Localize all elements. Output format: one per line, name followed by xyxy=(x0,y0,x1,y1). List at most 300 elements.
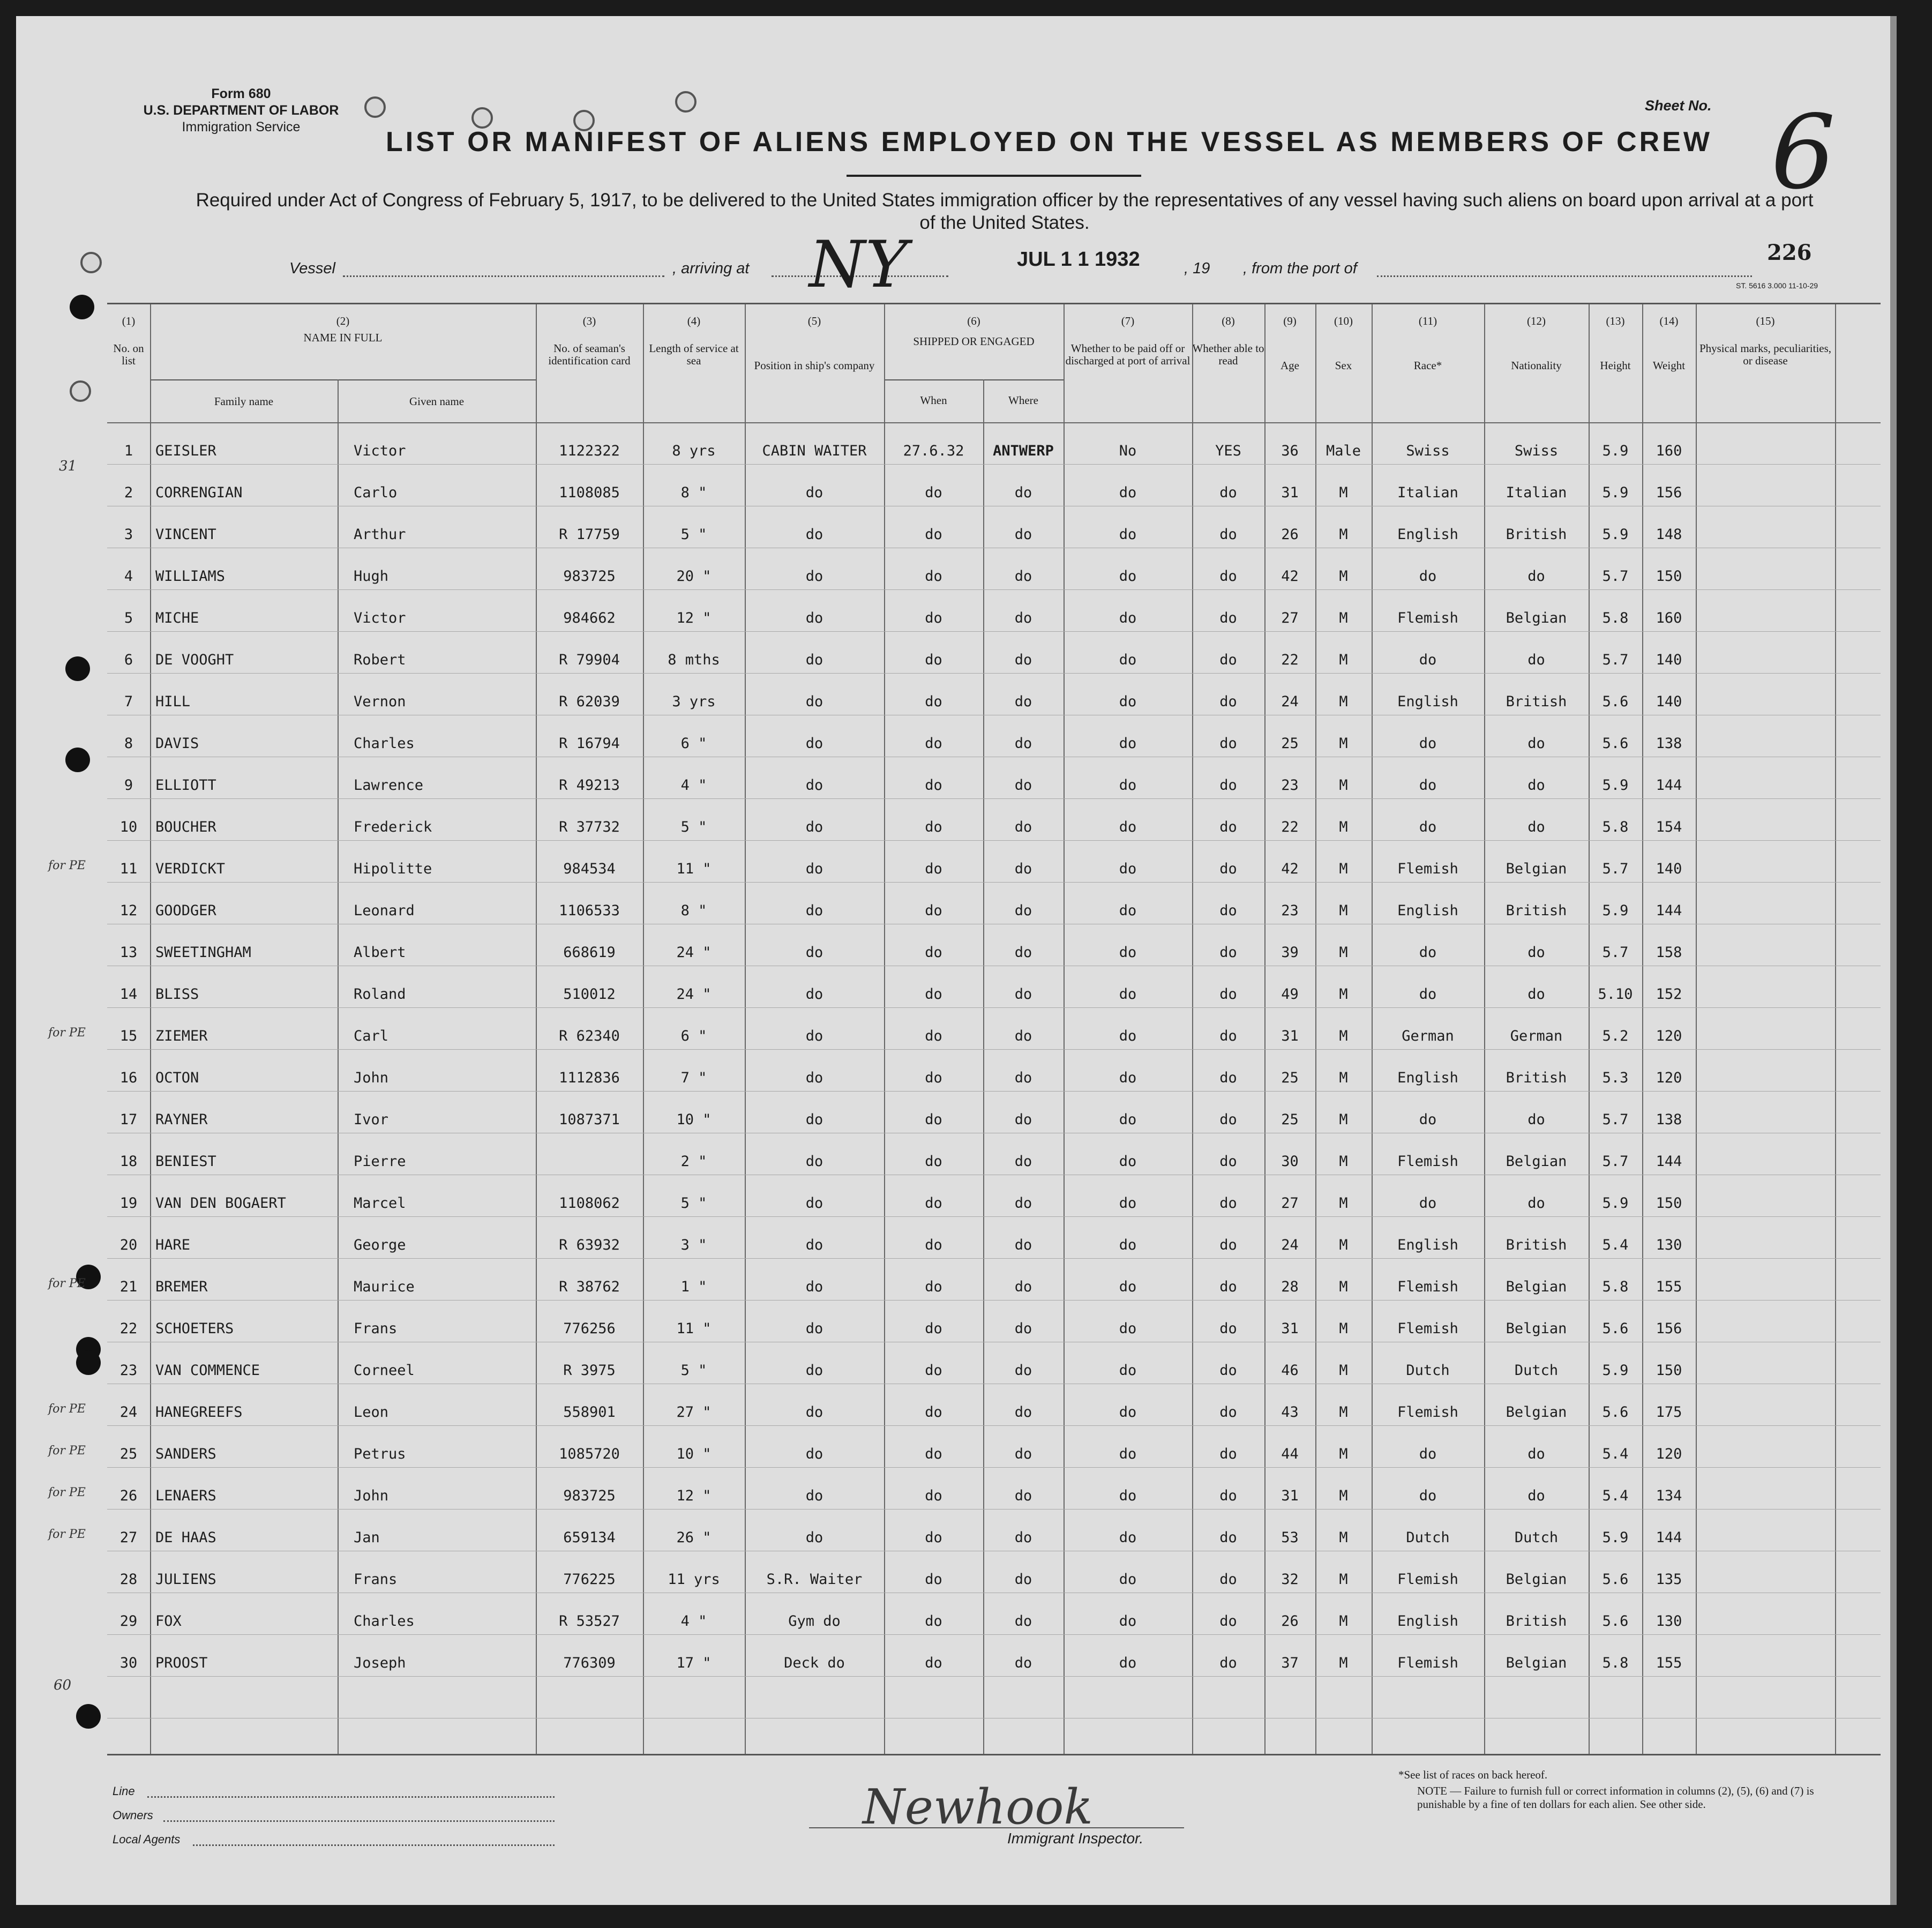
cell-age: 25 xyxy=(1281,735,1299,752)
cell-weight: 138 xyxy=(1656,735,1682,752)
cell-where: do xyxy=(1014,986,1032,1003)
cell-service: 5 " xyxy=(680,1195,707,1212)
cell-given: John xyxy=(354,1488,389,1504)
cell-family: RAYNER xyxy=(155,1111,208,1128)
header-col-6: (6) SHIPPED OR ENGAGED xyxy=(913,315,1035,348)
cell-when: do xyxy=(925,1320,942,1337)
cell-race: Flemish xyxy=(1397,861,1458,877)
cell-no: 9 xyxy=(124,777,133,794)
cell-weight: 144 xyxy=(1656,1529,1682,1546)
header-col-6b: Where xyxy=(1008,394,1038,407)
st-code: ST. 5616 3.000 11-10-29 xyxy=(1736,281,1818,290)
cell-where: do xyxy=(1014,1529,1032,1546)
cell-weight: 144 xyxy=(1656,1153,1682,1170)
cell-when: do xyxy=(925,693,942,710)
cell-read: do xyxy=(1219,568,1237,585)
cell-when: do xyxy=(925,1195,942,1212)
cell-nationality: German xyxy=(1510,1028,1563,1044)
cell-no: 4 xyxy=(124,568,133,585)
cell-nationality: do xyxy=(1527,819,1545,835)
cell-read: do xyxy=(1219,526,1237,543)
cell-family: WILLIAMS xyxy=(155,568,226,585)
cell-age: 32 xyxy=(1281,1571,1299,1588)
line-dotted-line xyxy=(147,1796,555,1798)
cell-card: R 63932 xyxy=(559,1237,620,1253)
cell-service: 24 " xyxy=(676,986,712,1003)
cell-read: do xyxy=(1219,652,1237,668)
cell-weight: 120 xyxy=(1656,1070,1682,1086)
cell-when: do xyxy=(925,1070,942,1086)
cell-weight: 152 xyxy=(1656,986,1682,1003)
cell-no: 27 xyxy=(119,1529,138,1546)
agents-dotted-line xyxy=(193,1844,555,1846)
cell-no: 11 xyxy=(119,861,138,877)
cell-service: 4 " xyxy=(680,777,707,794)
cell-paid: do xyxy=(1119,568,1137,585)
cell-where: do xyxy=(1014,1404,1032,1421)
cell-service: 1 " xyxy=(680,1279,707,1295)
cell-no: 26 xyxy=(119,1488,138,1504)
cell-family: GEISLER xyxy=(155,443,216,459)
cell-paid: do xyxy=(1119,819,1137,835)
cell-family: VAN COMMENCE xyxy=(155,1362,260,1379)
cell-age: 24 xyxy=(1281,1237,1299,1253)
header-col-1: (1) No. on list xyxy=(113,315,144,367)
cell-height: 5.10 xyxy=(1598,986,1633,1003)
cell-when: do xyxy=(925,944,942,961)
cell-where: do xyxy=(1014,861,1032,877)
page-title: LIST OR MANIFEST OF ALIENS EMPLOYED ON THE VESSEL AS MEMBERS OF CREW xyxy=(386,126,1712,158)
cell-weight: 158 xyxy=(1656,944,1682,961)
manifest-sheet xyxy=(16,16,1897,1905)
from-port-dotted-line xyxy=(1377,275,1752,277)
binder-ring xyxy=(80,252,102,273)
cell-given: Victor xyxy=(354,610,406,626)
cell-height: 5.7 xyxy=(1602,568,1629,585)
cell-race: German xyxy=(1402,1028,1454,1044)
cell-no: 22 xyxy=(119,1320,138,1337)
cell-when: do xyxy=(925,484,942,501)
cell-weight: 150 xyxy=(1656,568,1682,585)
cell-card: R 62340 xyxy=(559,1028,620,1044)
cell-read: do xyxy=(1219,777,1237,794)
cell-where: do xyxy=(1014,1153,1032,1170)
cell-age: 22 xyxy=(1281,819,1299,835)
punch-hole xyxy=(76,1350,101,1375)
cell-service: 11 " xyxy=(676,861,712,877)
margin-note-pe: for PE xyxy=(48,1486,86,1499)
cell-height: 5.7 xyxy=(1602,861,1629,877)
cell-service: 10 " xyxy=(676,1111,712,1128)
form-header xyxy=(123,86,359,136)
cell-where: do xyxy=(1014,735,1032,752)
cell-where: do xyxy=(1014,1279,1032,1295)
cell-weight: 155 xyxy=(1656,1279,1682,1295)
cell-family: VAN DEN BOGAERT xyxy=(155,1195,286,1212)
cell-given: Corneel xyxy=(354,1362,415,1379)
header-col-13: (13) Height xyxy=(1600,315,1631,372)
cell-weight: 175 xyxy=(1656,1404,1682,1421)
cell-paid: do xyxy=(1119,1404,1137,1421)
cell-sex: M xyxy=(1339,902,1348,919)
cell-race: Flemish xyxy=(1397,610,1458,626)
cell-card: 510012 xyxy=(563,986,616,1003)
cell-no: 30 xyxy=(119,1655,138,1671)
cell-when: do xyxy=(925,735,942,752)
cell-no: 2 xyxy=(124,484,133,501)
cell-position: do xyxy=(805,1488,823,1504)
cell-height: 5.8 xyxy=(1602,819,1629,835)
cell-no: 3 xyxy=(124,526,133,543)
cell-nationality: British xyxy=(1506,1237,1567,1253)
cell-given: Frans xyxy=(354,1571,398,1588)
cell-weight: 160 xyxy=(1656,443,1682,459)
cell-read: do xyxy=(1219,1488,1237,1504)
cell-race: do xyxy=(1419,986,1437,1003)
cell-given: Victor xyxy=(354,443,406,459)
cell-given: Carlo xyxy=(354,484,398,501)
header-col-7: (7) Whether to be paid off or discharged at port of arrival xyxy=(1065,315,1190,367)
cell-sex: M xyxy=(1339,1195,1348,1212)
cell-given: Frederick xyxy=(354,819,432,835)
cell-race: Italian xyxy=(1397,484,1458,501)
cell-no: 25 xyxy=(119,1446,138,1462)
cell-where: do xyxy=(1014,1070,1032,1086)
cell-when: 27.6.32 xyxy=(903,443,964,459)
cell-when: do xyxy=(925,902,942,919)
cell-race: do xyxy=(1419,1488,1437,1504)
cell-weight: 144 xyxy=(1656,902,1682,919)
cell-given: Charles xyxy=(354,735,415,752)
cell-race: Dutch xyxy=(1406,1362,1450,1379)
cell-family: BLISS xyxy=(155,986,199,1003)
cell-position: do xyxy=(805,1279,823,1295)
cell-position: do xyxy=(805,735,823,752)
cell-sex: M xyxy=(1339,1529,1348,1546)
cell-position: do xyxy=(805,610,823,626)
cell-card: R 53527 xyxy=(559,1613,620,1630)
cell-paid: do xyxy=(1119,944,1137,961)
cell-service: 5 " xyxy=(680,526,707,543)
cell-no: 15 xyxy=(119,1028,138,1044)
cell-nationality: Belgian xyxy=(1506,1153,1567,1170)
cell-paid: do xyxy=(1119,1571,1137,1588)
cell-race: do xyxy=(1419,568,1437,585)
cell-given: Charles xyxy=(354,1613,415,1630)
punch-hole xyxy=(65,656,90,681)
cell-where: do xyxy=(1014,1237,1032,1253)
cell-sex: M xyxy=(1339,1320,1348,1337)
cell-age: 24 xyxy=(1281,693,1299,710)
cell-family: SANDERS xyxy=(155,1446,216,1462)
cell-weight: 154 xyxy=(1656,819,1682,835)
cell-when: do xyxy=(925,1446,942,1462)
header-col-2b: Given name xyxy=(409,395,465,408)
cell-no: 8 xyxy=(124,735,133,752)
cell-service: 8 " xyxy=(680,484,707,501)
cell-race: English xyxy=(1397,693,1458,710)
cell-when: do xyxy=(925,1613,942,1630)
cell-paid: do xyxy=(1119,861,1137,877)
cell-card: R 37732 xyxy=(559,819,620,835)
cell-card: 1106533 xyxy=(559,902,620,919)
cell-paid: No xyxy=(1119,443,1137,459)
cell-paid: do xyxy=(1119,1655,1137,1671)
cell-no: 13 xyxy=(119,944,138,961)
cell-position: do xyxy=(805,1111,823,1128)
cell-nationality: do xyxy=(1527,568,1545,585)
cell-family: ZIEMER xyxy=(155,1028,208,1044)
cell-read: do xyxy=(1219,902,1237,919)
cell-where: ANTWERP xyxy=(993,443,1054,459)
cell-sex: M xyxy=(1339,1404,1348,1421)
cell-height: 5.9 xyxy=(1602,1529,1629,1546)
cell-weight: 120 xyxy=(1656,1028,1682,1044)
cell-age: 42 xyxy=(1281,568,1299,585)
cell-sex: M xyxy=(1339,986,1348,1003)
cell-card: R 3975 xyxy=(563,1362,616,1379)
cell-where: do xyxy=(1014,1028,1032,1044)
cell-position: do xyxy=(805,986,823,1003)
cell-card: 668619 xyxy=(563,944,616,961)
cell-paid: do xyxy=(1119,484,1137,501)
vessel-label: Vessel xyxy=(289,260,335,277)
cell-given: Leon xyxy=(354,1404,389,1421)
cell-nationality: Belgian xyxy=(1506,861,1567,877)
cell-when: do xyxy=(925,1111,942,1128)
cell-card: 983725 xyxy=(563,1488,616,1504)
cell-race: Swiss xyxy=(1406,443,1450,459)
cell-paid: do xyxy=(1119,1488,1137,1504)
cell-card: R 16794 xyxy=(559,735,620,752)
cell-family: GOODGER xyxy=(155,902,216,919)
cell-no: 28 xyxy=(119,1571,138,1588)
cell-paid: do xyxy=(1119,693,1137,710)
cell-read: do xyxy=(1219,1320,1237,1337)
margin-note-top: 31 xyxy=(59,458,77,474)
cell-race: English xyxy=(1397,1237,1458,1253)
cell-age: 31 xyxy=(1281,484,1299,501)
cell-age: 44 xyxy=(1281,1446,1299,1462)
cell-nationality: Belgian xyxy=(1506,1655,1567,1671)
cell-read: do xyxy=(1219,1404,1237,1421)
cell-age: 23 xyxy=(1281,902,1299,919)
cell-position: do xyxy=(805,1028,823,1044)
cell-service: 10 " xyxy=(676,1446,712,1462)
cell-sex: M xyxy=(1339,652,1348,668)
cell-read: do xyxy=(1219,484,1237,501)
cell-nationality: do xyxy=(1527,1111,1545,1128)
cell-height: 5.8 xyxy=(1602,1279,1629,1295)
cell-read: do xyxy=(1219,1195,1237,1212)
cell-height: 5.6 xyxy=(1602,1404,1629,1421)
cell-sex: M xyxy=(1339,1613,1348,1630)
cell-no: 29 xyxy=(119,1613,138,1630)
cell-position: do xyxy=(805,1237,823,1253)
cell-weight: 160 xyxy=(1656,610,1682,626)
cell-nationality: do xyxy=(1527,944,1545,961)
cell-position: do xyxy=(805,1070,823,1086)
cell-no: 14 xyxy=(119,986,138,1003)
cell-when: do xyxy=(925,1529,942,1546)
cell-sex: M xyxy=(1339,1446,1348,1462)
cell-service: 26 " xyxy=(676,1529,712,1546)
cell-read: do xyxy=(1219,1070,1237,1086)
cell-where: do xyxy=(1014,484,1032,501)
cell-sex: M xyxy=(1339,1571,1348,1588)
crew-table xyxy=(107,303,1881,1755)
cell-when: do xyxy=(925,1153,942,1170)
cell-card: 1108085 xyxy=(559,484,620,501)
cell-position: do xyxy=(805,1446,823,1462)
footer-note: NOTE — Failure to furnish full or correct information in columns (2), (5), (6) and (7) is punishable by a fine of ten dollars for each alien. See other side. xyxy=(1417,1784,1814,1811)
cell-given: Petrus xyxy=(354,1446,406,1462)
cell-paid: do xyxy=(1119,1279,1137,1295)
cell-height: 5.3 xyxy=(1602,1070,1629,1086)
cell-position: do xyxy=(805,693,823,710)
cell-height: 5.8 xyxy=(1602,610,1629,626)
cell-position: S.R. Waiter xyxy=(766,1571,863,1588)
cell-where: do xyxy=(1014,902,1032,919)
cell-given: Albert xyxy=(354,944,406,961)
cell-where: do xyxy=(1014,693,1032,710)
cell-given: Jan xyxy=(354,1529,380,1546)
cell-paid: do xyxy=(1119,1237,1137,1253)
date-stamp: JUL 1 1 1932 xyxy=(1017,248,1140,271)
cell-position: do xyxy=(805,777,823,794)
cell-height: 5.9 xyxy=(1602,443,1629,459)
cell-family: HILL xyxy=(155,693,191,710)
cell-no: 7 xyxy=(124,693,133,710)
header-col-3: (3) No. of seaman's identification card xyxy=(548,315,631,367)
cell-when: do xyxy=(925,526,942,543)
arriving-label: , arriving at xyxy=(672,260,750,277)
header-col-8: (8) Whether able to read xyxy=(1192,315,1264,367)
cell-height: 5.9 xyxy=(1602,902,1629,919)
cell-read: do xyxy=(1219,1446,1237,1462)
cell-age: 31 xyxy=(1281,1320,1299,1337)
header-col-9: (9) Age xyxy=(1280,315,1299,372)
cell-where: do xyxy=(1014,944,1032,961)
cell-where: do xyxy=(1014,1195,1032,1212)
service-name: Immigration Service xyxy=(182,119,301,134)
requirement-text: Required under Act of Congress of February 5, 1917, to be delivered to the United States immigration officer by the representatives of any vessel having such aliens on board upon arrival at a port of the United States. xyxy=(196,190,1814,233)
cell-service: 12 " xyxy=(676,1488,712,1504)
header-col-10: (10) Sex xyxy=(1334,315,1353,372)
cell-sex: M xyxy=(1339,1237,1348,1253)
cell-read: YES xyxy=(1215,443,1241,459)
cell-read: do xyxy=(1219,1237,1237,1253)
cell-paid: do xyxy=(1119,1195,1137,1212)
margin-note-pe: for PE xyxy=(48,1026,86,1040)
cell-family: SWEETINGHAM xyxy=(155,944,251,961)
cell-read: do xyxy=(1219,819,1237,835)
cell-where: do xyxy=(1014,819,1032,835)
local-agents-label: Local Agents xyxy=(113,1833,181,1846)
cell-sex: M xyxy=(1339,735,1348,752)
cell-nationality: British xyxy=(1506,526,1567,543)
cell-nationality: Dutch xyxy=(1514,1362,1559,1379)
cell-weight: 140 xyxy=(1656,652,1682,668)
cell-no: 1 xyxy=(124,443,133,459)
cell-service: 20 " xyxy=(676,568,712,585)
cell-age: 23 xyxy=(1281,777,1299,794)
cell-service: 5 " xyxy=(680,819,707,835)
cell-service: 12 " xyxy=(676,610,712,626)
cell-height: 5.7 xyxy=(1602,652,1629,668)
header-col-6a: When xyxy=(920,394,947,407)
cell-family: LENAERS xyxy=(155,1488,216,1504)
cell-age: 46 xyxy=(1281,1362,1299,1379)
cell-age: 42 xyxy=(1281,861,1299,877)
cell-given: Ivor xyxy=(354,1111,389,1128)
cell-family: VINCENT xyxy=(155,526,216,543)
department-name: U.S. DEPARTMENT OF LABOR xyxy=(143,103,339,118)
cell-age: 49 xyxy=(1281,986,1299,1003)
cell-card: 984534 xyxy=(563,861,616,877)
cell-where: do xyxy=(1014,568,1032,585)
cell-nationality: do xyxy=(1527,777,1545,794)
cell-read: do xyxy=(1219,610,1237,626)
inspector-signature: Newhook xyxy=(863,1779,1093,1835)
cell-position: do xyxy=(805,568,823,585)
cell-family: VERDICKT xyxy=(155,861,226,877)
title-underline xyxy=(847,175,1141,177)
cell-age: 37 xyxy=(1281,1655,1299,1671)
cell-when: do xyxy=(925,1279,942,1295)
cell-age: 53 xyxy=(1281,1529,1299,1546)
cell-position: do xyxy=(805,1195,823,1212)
cell-sex: M xyxy=(1339,1655,1348,1671)
cell-given: Frans xyxy=(354,1320,398,1337)
cell-weight: 135 xyxy=(1656,1571,1682,1588)
cell-race: English xyxy=(1397,902,1458,919)
margin-note-bottom: 60 xyxy=(54,1677,72,1693)
cell-nationality: do xyxy=(1527,735,1545,752)
cell-family: BREMER xyxy=(155,1279,208,1295)
cell-card: 1087371 xyxy=(559,1111,620,1128)
cell-position: do xyxy=(805,1320,823,1337)
cell-given: George xyxy=(354,1237,406,1253)
cell-age: 27 xyxy=(1281,610,1299,626)
cell-weight: 134 xyxy=(1656,1488,1682,1504)
cell-card: 1122322 xyxy=(559,443,620,459)
punch-hole xyxy=(76,1704,101,1729)
cell-no: 20 xyxy=(119,1237,138,1253)
cell-where: do xyxy=(1014,1488,1032,1504)
cell-given: Carl xyxy=(354,1028,389,1044)
cell-paid: do xyxy=(1119,1613,1137,1630)
cell-height: 5.9 xyxy=(1602,777,1629,794)
cell-weight: 140 xyxy=(1656,861,1682,877)
cell-family: SCHOETERS xyxy=(155,1320,234,1337)
cell-nationality: Belgian xyxy=(1506,1404,1567,1421)
cell-nationality: do xyxy=(1527,652,1545,668)
cell-position: do xyxy=(805,819,823,835)
cell-nationality: Belgian xyxy=(1506,1320,1567,1337)
cell-family: ELLIOTT xyxy=(155,777,216,794)
margin-note-pe: for PE xyxy=(48,1402,86,1416)
cell-height: 5.9 xyxy=(1602,526,1629,543)
cell-nationality: British xyxy=(1506,1070,1567,1086)
cell-family: MICHE xyxy=(155,610,199,626)
cell-given: Joseph xyxy=(354,1655,406,1671)
cell-weight: 150 xyxy=(1656,1362,1682,1379)
cell-race: English xyxy=(1397,526,1458,543)
cell-service: 2 " xyxy=(680,1153,707,1170)
cell-no: 24 xyxy=(119,1404,138,1421)
cell-where: do xyxy=(1014,777,1032,794)
